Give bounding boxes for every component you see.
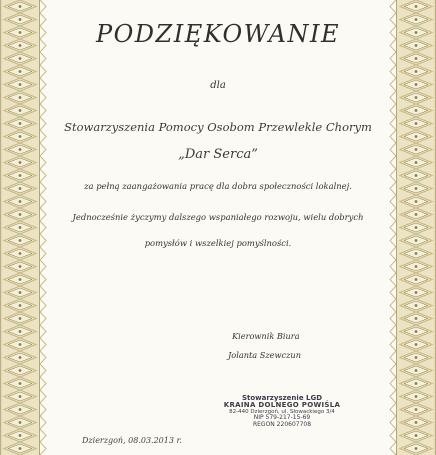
certificate-title: PODZIĘKOWANIE	[95, 20, 340, 48]
body-line-1: za pełną zaangażowania pracę dla dobra społeczności lokalnej.	[84, 181, 352, 191]
body-line-3: pomysłów i wszelkiej pomyślności.	[144, 238, 292, 248]
dla-text: dla	[210, 80, 226, 91]
stamp-line-3: 82-440 Dzierzgoń, ul. Słowackiego 3/4	[229, 408, 335, 415]
organization-stamp	[222, 395, 342, 428]
organization-name-quote: „Dar Serca”	[178, 147, 258, 162]
decorative-border-right	[388, 0, 436, 455]
signature-name: Jolanta Szewczun	[228, 350, 301, 360]
organization-name: Stowarzyszenia Pomocy Osobom Przewlekle Chorym	[64, 120, 372, 134]
stamp-line-4: NIP 579-217-15-69	[253, 414, 311, 422]
stamp-line-1: Stowarzyszenie LGD	[241, 394, 323, 402]
issue-date: Dzierzgoń, 08.03.2013 r.	[82, 436, 182, 445]
stamp-line-2: KRAINA DOLNEGO POWIŚLA	[223, 401, 341, 410]
decorative-border-left	[0, 0, 48, 455]
certificate-content	[50, 0, 386, 455]
signature-role: Kierownik Biura	[232, 331, 300, 341]
stamp-line-5: REGON 220607708	[252, 420, 312, 428]
body-line-2: Jednocześnie życzymy dalszego wspaniałego rozwoju, wielu dobrych	[72, 212, 364, 222]
